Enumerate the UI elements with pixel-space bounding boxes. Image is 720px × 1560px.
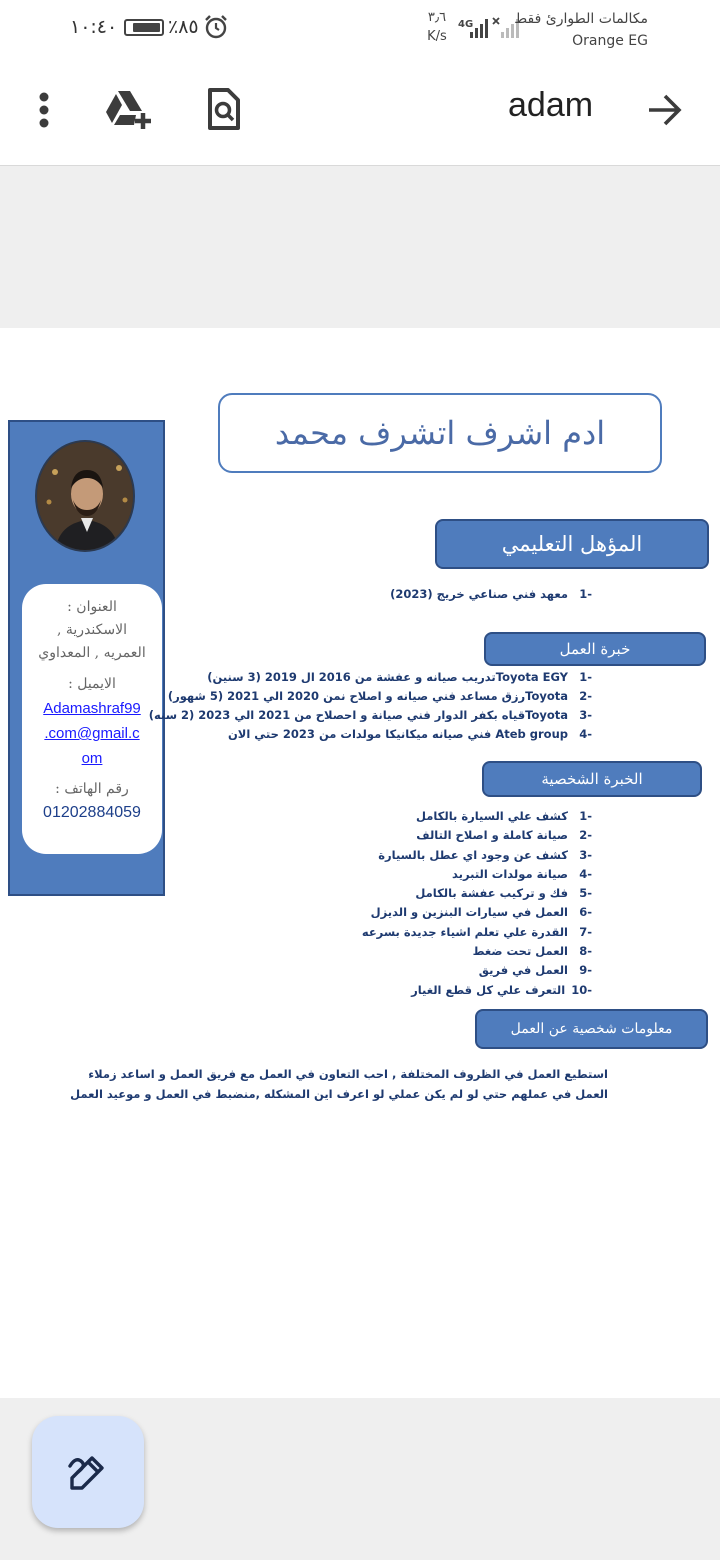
find-in-document-button[interactable] xyxy=(199,84,249,136)
work-experience-list xyxy=(150,668,592,744)
profile-photo xyxy=(35,440,135,552)
list-item-text: Toyotaرزق مساعد فني صيانه و اصلاح نمن 2020 الي 2021 (5 شهور) xyxy=(167,689,568,703)
list-item xyxy=(300,846,592,865)
list-item-text: القدرة علي تعلم اشياء جديدة بسرعه xyxy=(361,924,568,939)
find-in-page-icon xyxy=(206,88,242,132)
alarm-icon xyxy=(203,14,229,40)
email-line-3: om xyxy=(81,750,103,767)
arrow-forward-icon xyxy=(647,93,683,127)
top-toolbar xyxy=(0,58,720,166)
list-item-text: التعرف علي كل قطع الغيار xyxy=(411,982,566,997)
list-item-text: كشف علي السيارة بالكامل xyxy=(415,809,568,823)
list-item-number: -4 xyxy=(579,866,592,881)
list-item-number: -1 xyxy=(579,809,592,823)
battery-icon xyxy=(124,19,164,36)
network-speed-unit: K/s xyxy=(427,29,447,44)
email-line-1: Adamashraf99 xyxy=(43,700,141,717)
list-item xyxy=(300,807,592,826)
address-line-2: العمريه , المعداوي xyxy=(38,645,146,661)
personal-experience-header: الخبرة الشخصية xyxy=(482,761,702,797)
list-item xyxy=(300,826,592,845)
list-item-number: -4 xyxy=(579,727,592,741)
contact-card xyxy=(22,584,162,854)
cv-name-box: ادم اشرف اتشرف محمد xyxy=(218,393,662,473)
list-item-number: -1 xyxy=(579,587,592,601)
list-item xyxy=(300,981,592,1000)
list-item-number: -2 xyxy=(579,828,592,843)
list-item xyxy=(150,725,592,744)
list-item-text: كشف عن وجود اي عطل بالسيارة xyxy=(378,847,568,862)
education-list xyxy=(300,585,592,604)
email-link[interactable] xyxy=(36,696,148,771)
list-item-text: معهد فني صناعي خريج (2023) xyxy=(390,587,568,601)
list-item-number: -10 xyxy=(571,982,592,997)
status-time: ١٠:٤٠ xyxy=(70,16,118,38)
document-page[interactable] xyxy=(0,328,720,1398)
list-item xyxy=(150,668,592,687)
more-options-button[interactable] xyxy=(19,84,69,136)
list-item-number: -3 xyxy=(579,847,592,862)
personal-experience-list xyxy=(300,807,592,1000)
list-item-number: -3 xyxy=(579,708,592,722)
list-item xyxy=(150,706,592,725)
list-item xyxy=(150,687,592,706)
email-line-2: .com@gmail.c xyxy=(44,725,140,742)
edit-pen-icon xyxy=(68,1452,108,1492)
list-item xyxy=(300,884,592,903)
carrier-line-1: مكالمات الطوارئ فقط xyxy=(514,11,648,27)
list-item xyxy=(300,903,592,922)
network-speed-value: ٣٫٦ xyxy=(427,10,447,25)
more-vert-icon xyxy=(38,92,50,128)
list-item-text: العمل تحت ضغط xyxy=(472,944,568,959)
list-item xyxy=(300,942,592,961)
list-item-number: -8 xyxy=(579,944,592,959)
work-experience-header: خبرة العمل xyxy=(484,632,706,666)
education-header: المؤهل التعليمي xyxy=(435,519,709,569)
list-item-text: Ateb group فني صيانه ميكانيكا مولدات من 2023 حتي الان xyxy=(227,727,568,741)
edit-fab-button[interactable] xyxy=(32,1416,144,1528)
list-item xyxy=(300,865,592,884)
list-item-text: صيانة مولدات التبريد xyxy=(452,866,568,881)
carrier-line-2: Orange EG xyxy=(572,33,648,49)
personal-info-header: معلومات شخصية عن العمل xyxy=(475,1009,708,1049)
forward-button[interactable] xyxy=(640,84,690,136)
list-item-text: العمل في فريق xyxy=(478,963,568,978)
cv-sidebar xyxy=(8,420,165,896)
list-item-number: -9 xyxy=(579,963,592,978)
list-item-number: -5 xyxy=(579,886,592,901)
address-line-1: الاسكندرية , xyxy=(57,622,127,638)
carrier-info xyxy=(514,8,648,52)
list-item-number: -2 xyxy=(579,689,592,703)
list-item-text: Toyota EGYتدريب صيانه و عفشة من 2016 ال 2019 (3 سنين) xyxy=(207,670,568,684)
list-item xyxy=(300,923,592,942)
address-label: العنوان : xyxy=(67,599,117,615)
list-item-text: العمل في سيارات البنزين و الديزل xyxy=(370,905,568,920)
personal-info-paragraph: استطيع العمل في الظروف المختلفة , احب التعاون في العمل مع فريق العمل و اساعد زملاء العمل في عملهم حتي لو لم يكن عملي لو اعرف اين المشكله ,منضبط في العمل و موعيد العمل xyxy=(70,1067,608,1101)
list-item-number: -1 xyxy=(579,670,592,684)
list-item-number: -7 xyxy=(579,924,592,939)
document-title: adam xyxy=(508,86,594,124)
list-item-text: صيانة كاملة و اصلاح التالف xyxy=(416,828,568,843)
list-item-text: Toyotaقياه بكفر الدوار فني صيانة و احصلاح من 2021 الي 2023 (2 سنه) xyxy=(148,708,568,722)
add-to-drive-button[interactable] xyxy=(103,84,153,136)
list-item-number: -6 xyxy=(579,905,592,920)
list-item xyxy=(300,961,592,980)
phone-label: رقم الهاتف : xyxy=(55,781,129,797)
network-speed xyxy=(420,8,454,46)
battery-fill xyxy=(133,23,160,32)
phone-number: 01202884059 xyxy=(43,804,141,821)
drive-add-icon xyxy=(104,89,152,131)
network-type: 4G xyxy=(458,19,474,30)
email-label: الايميل : xyxy=(68,676,116,692)
list-item xyxy=(300,585,592,604)
list-item-text: فك و تركيب عفشة بالكامل xyxy=(415,886,568,901)
battery-percent: ٪٨٥ xyxy=(168,16,199,38)
status-bar xyxy=(0,0,720,58)
